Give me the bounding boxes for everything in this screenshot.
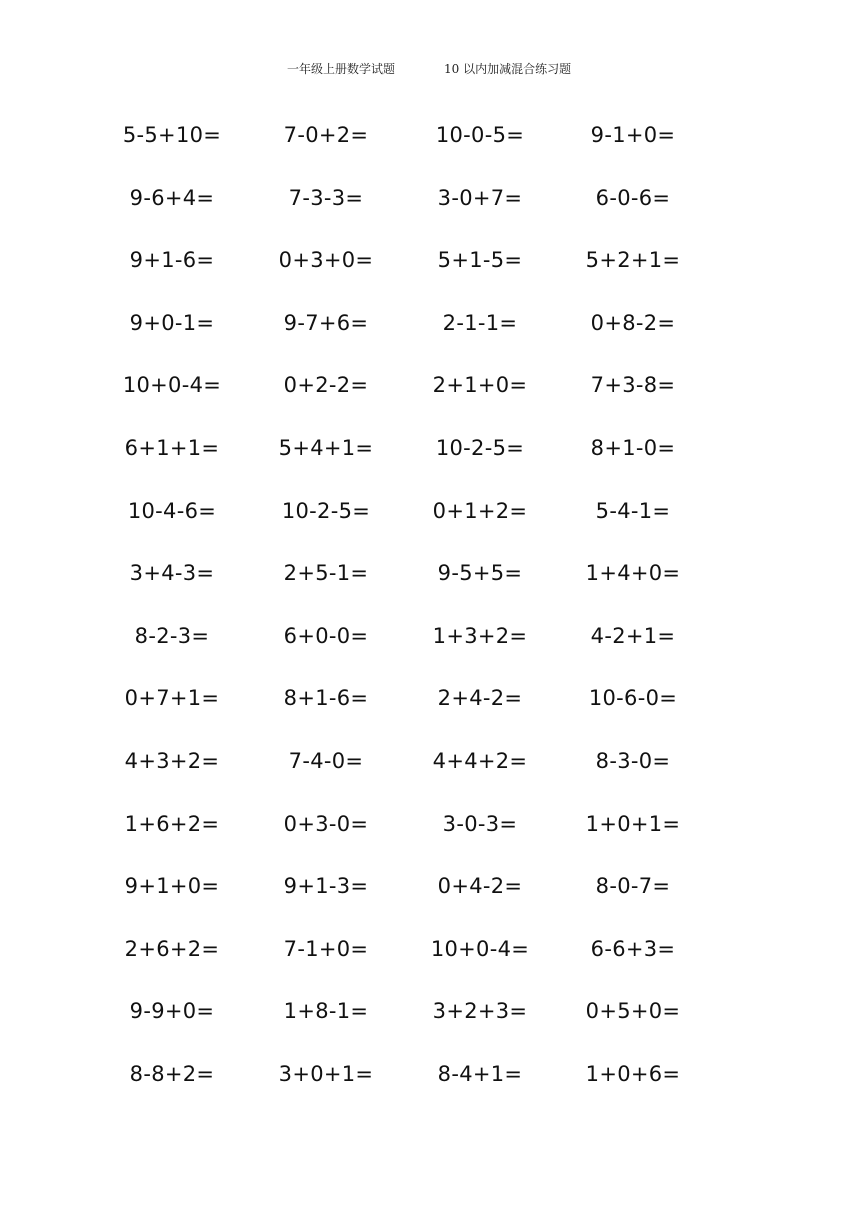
math-problem: 10-2-5=: [281, 498, 371, 523]
math-problem: 9+1-3=: [283, 874, 369, 899]
math-problem: 2+6+2=: [124, 936, 220, 961]
math-problem: 8-0-7=: [595, 874, 671, 899]
math-problem: 5-5+10=: [122, 123, 222, 147]
math-problem: 3-0+7=: [437, 185, 523, 210]
header-exercise-title: 10 以内加减混合练习题: [444, 62, 572, 76]
problem-row: [0, 117, 860, 180]
math-problem: 7-4-0=: [288, 748, 364, 773]
math-problem: 5+1-5=: [437, 248, 523, 273]
problem-row: [0, 993, 860, 1056]
math-problem: 6+1+1=: [124, 435, 220, 460]
math-problem: 5+4+1=: [278, 435, 374, 460]
problem-row: [0, 1056, 860, 1119]
math-problem: 0+2-2=: [283, 373, 369, 398]
math-problem: 2+5-1=: [283, 561, 369, 586]
problem-row: [0, 180, 860, 243]
math-problem: 1+4+0=: [585, 561, 681, 586]
math-problem: 5+2+1=: [585, 248, 681, 273]
math-problem: 6-6+3=: [590, 936, 676, 961]
math-problem: 10+0-4=: [430, 936, 530, 961]
math-problem: 2+4-2=: [437, 686, 523, 711]
math-problem: 0+8-2=: [590, 310, 676, 335]
math-problem: 5-4-1=: [595, 498, 671, 523]
math-problem: 10-4-6=: [127, 498, 217, 523]
problem-row: [0, 430, 860, 493]
math-problem: 9-7+6=: [283, 310, 369, 335]
problem-row: [0, 242, 860, 305]
math-problem: 0+3+0=: [278, 248, 374, 273]
math-problem: 9-9+0=: [129, 999, 215, 1024]
math-problem: 10-6-0=: [588, 686, 678, 711]
math-problem: 1+0+6=: [585, 1061, 681, 1086]
math-problem: 4-2+1=: [590, 623, 676, 648]
problem-row: [0, 931, 860, 994]
math-problem: 6-0-6=: [595, 185, 671, 210]
math-problem: 9-1+0=: [590, 123, 676, 147]
math-problem: 0+4-2=: [437, 874, 523, 899]
math-problem: 10+0-4=: [122, 373, 222, 398]
math-problem: 7-3-3=: [288, 185, 364, 210]
math-problem: 0+7+1=: [124, 686, 220, 711]
math-problem: 1+8-1=: [283, 999, 369, 1024]
math-problem: 3+4-3=: [129, 561, 215, 586]
math-problem: 0+1+2=: [432, 498, 528, 523]
problem-row: [0, 493, 860, 556]
math-problem: 6+0-0=: [283, 623, 369, 648]
math-problem: 4+4+2=: [432, 748, 528, 773]
math-problem: 1+6+2=: [124, 811, 220, 836]
math-problem: 8-4+1=: [437, 1061, 523, 1086]
math-problem: 4+3+2=: [124, 748, 220, 773]
math-problem: 8+1-0=: [590, 435, 676, 460]
problem-row: [0, 680, 860, 743]
math-problem: 9+1-6=: [129, 248, 215, 273]
problem-row: [0, 743, 860, 806]
problem-row: [0, 618, 860, 681]
math-problem: 3+0+1=: [278, 1061, 374, 1086]
math-problem: 8+1-6=: [283, 686, 369, 711]
math-problem: 0+3-0=: [283, 811, 369, 836]
problem-row: [0, 305, 860, 368]
math-problem: 3+2+3=: [432, 999, 528, 1024]
problem-grid: [0, 117, 860, 1119]
math-problem: 9-6+4=: [129, 185, 215, 210]
problem-row: [0, 367, 860, 430]
math-problem: 7-1+0=: [283, 936, 369, 961]
math-problem: 8-3-0=: [595, 748, 671, 773]
math-problem: 2-1-1=: [442, 310, 518, 335]
math-problem: 10-2-5=: [435, 435, 525, 460]
problem-row: [0, 806, 860, 869]
problem-row: [0, 555, 860, 618]
math-problem: 7-0+2=: [283, 123, 369, 147]
math-problem: 7+3-8=: [590, 373, 676, 398]
problem-row: [0, 868, 860, 931]
math-problem: 8-2-3=: [134, 623, 210, 648]
math-problem: 0+5+0=: [585, 999, 681, 1024]
math-problem: 9-5+5=: [437, 561, 523, 586]
math-problem: 1+0+1=: [585, 811, 681, 836]
math-problem: 10-0-5=: [435, 123, 525, 147]
math-problem: 8-8+2=: [129, 1061, 215, 1086]
math-problem: 9+1+0=: [124, 874, 220, 899]
math-problem: 1+3+2=: [432, 623, 528, 648]
math-problem: 3-0-3=: [442, 811, 518, 836]
page-header: [0, 60, 860, 80]
header-grade-title: 一年级上册数学试题: [287, 62, 396, 76]
math-problem: 9+0-1=: [129, 310, 215, 335]
math-problem: 2+1+0=: [432, 373, 528, 398]
